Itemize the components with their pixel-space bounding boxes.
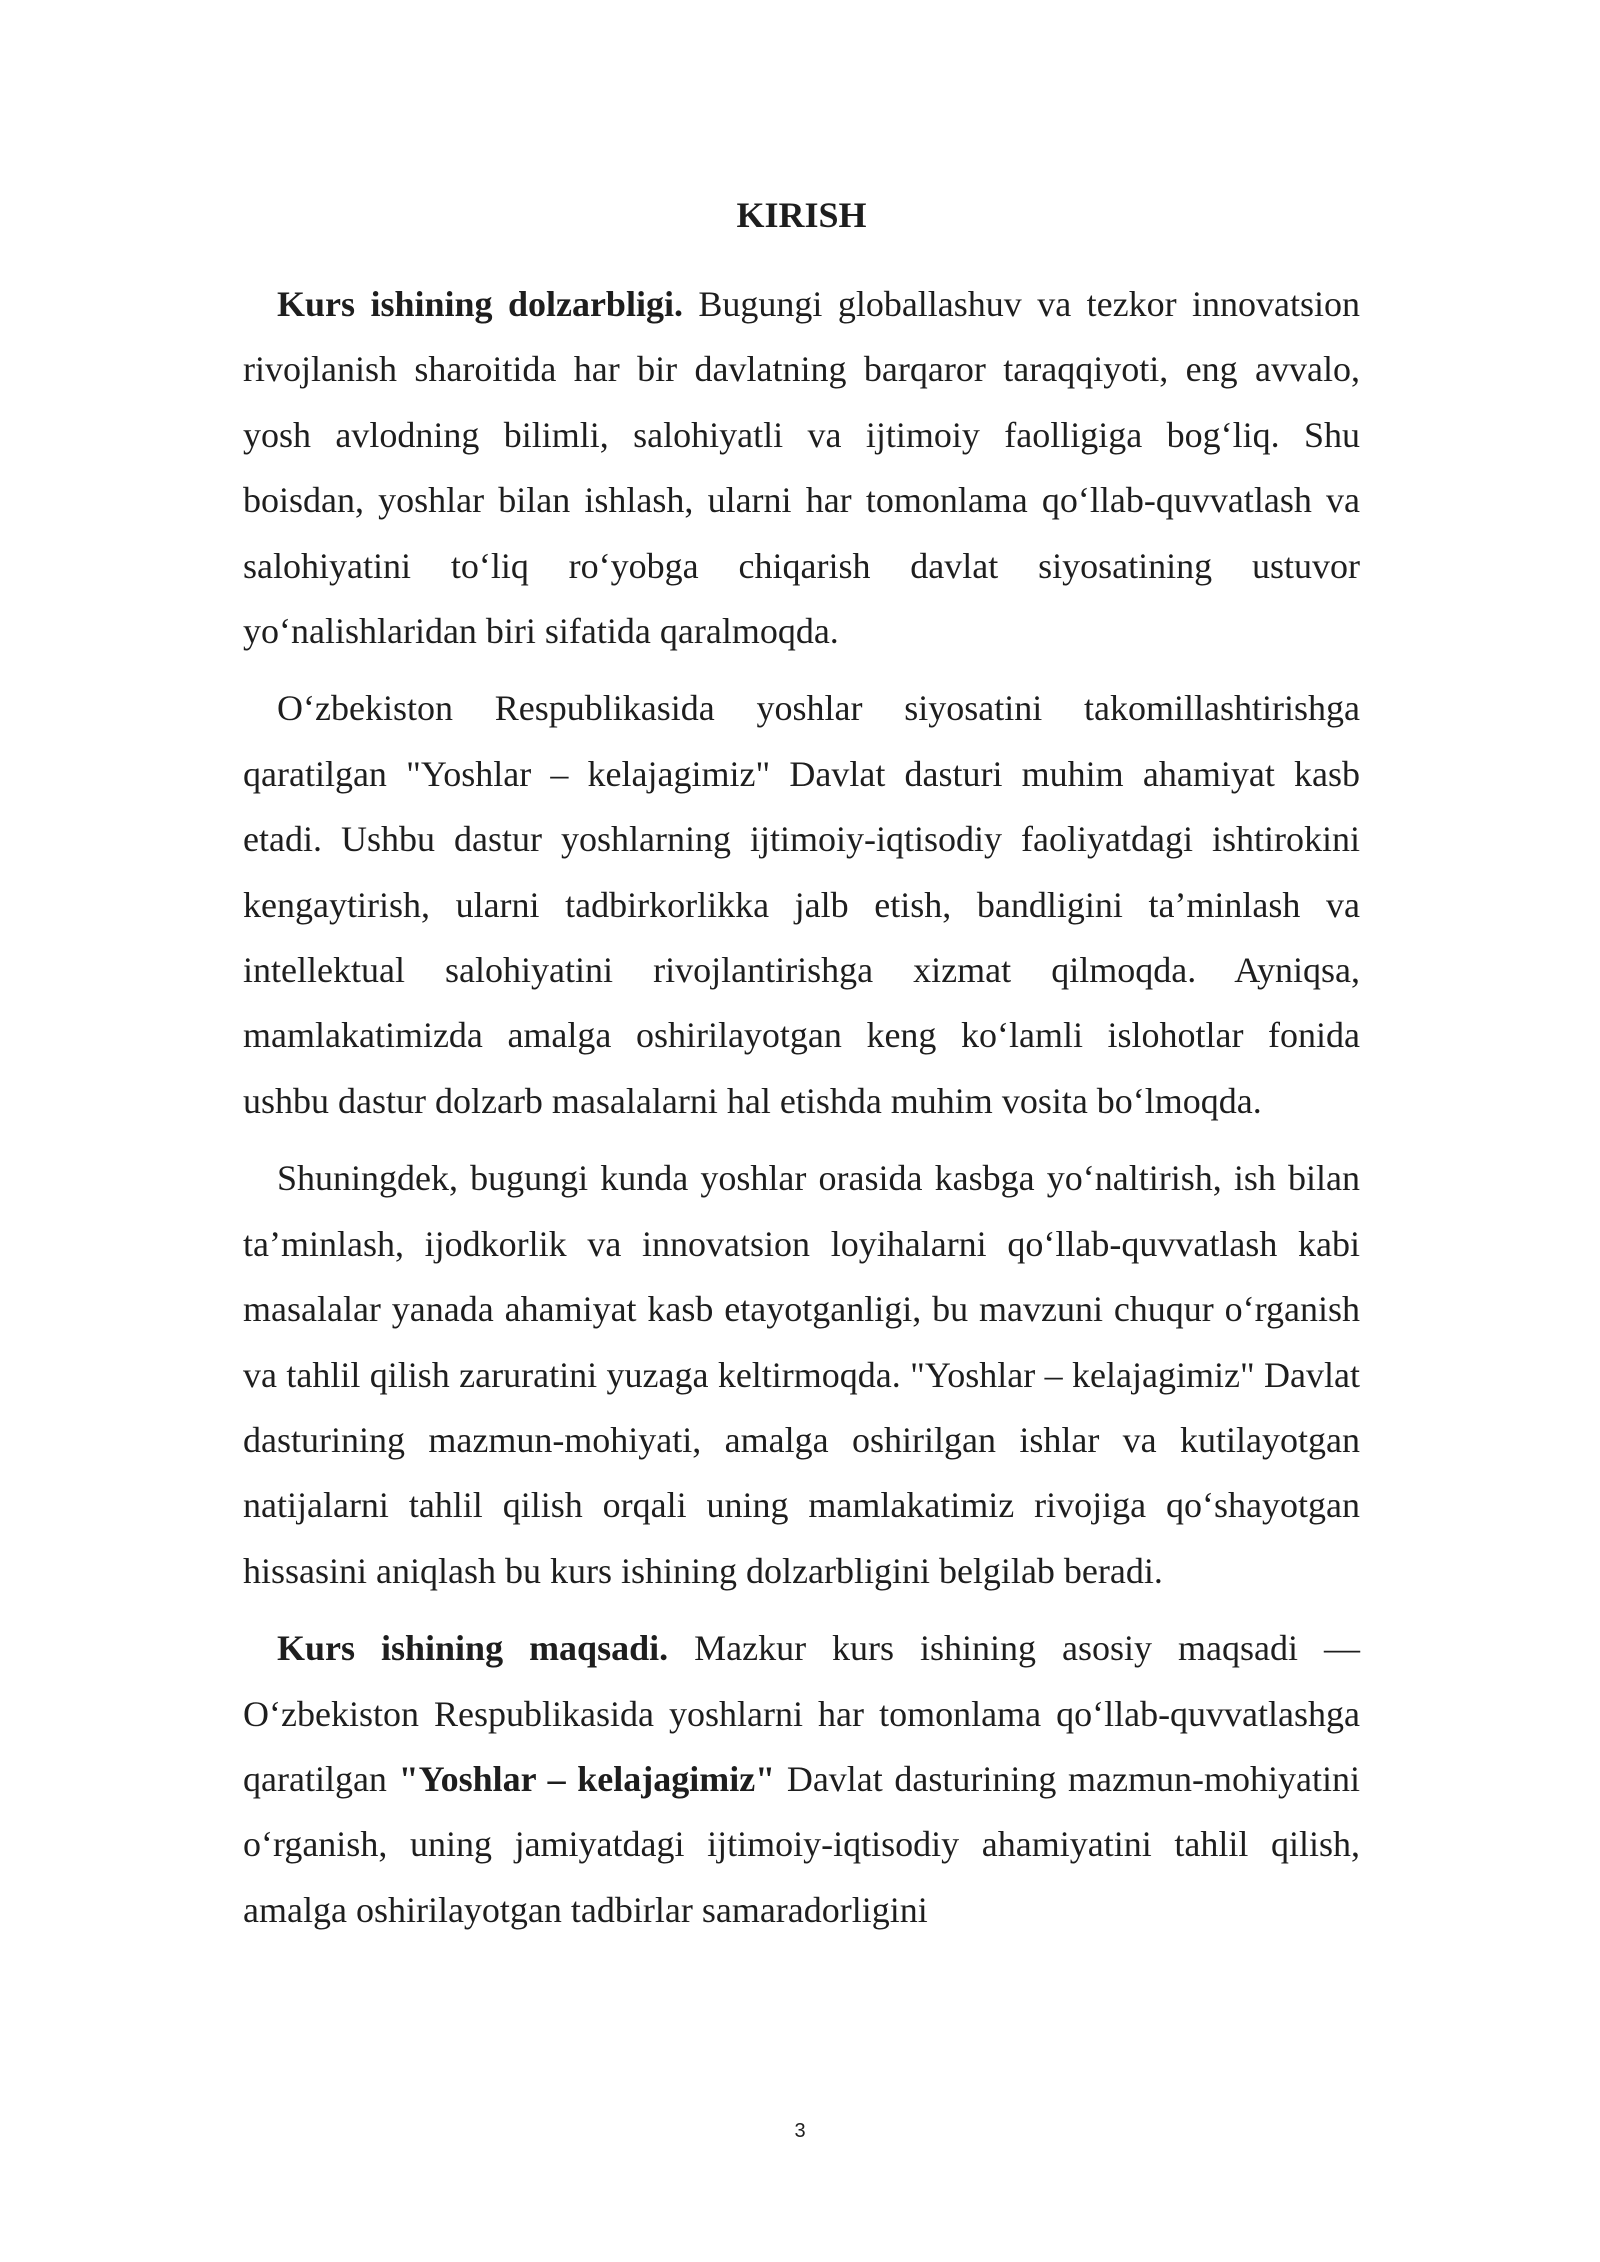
paragraph-program xyxy=(243,676,1360,1134)
paragraph-goal xyxy=(243,1616,1360,1943)
section-heading: KIRISH xyxy=(736,195,867,235)
document-page xyxy=(243,195,1360,1955)
goal-program-name: "Yoshlar – kelajagimiz" xyxy=(398,1758,776,1799)
goal-text-before: Mazkur kurs ishining asosiy maqsadi — O‘zbekiston Respublikasida yoshlarni har tomonlama qo‘llab-quvvatlashga qaratilgan xyxy=(243,1628,1360,1799)
analysis-text: Shuningdek, bugungi kunda yoshlar orasida kasbga yo‘naltirish, ish bilan ta’minlash, ijodkorlik va innovatsion loyihalarni qo‘llab-quvvatlash kabi masalalar yanada ahamiyat kasb etayotganligi, bu mavzuni chuqur o‘rganish va tahlil qilish zaruratini yuzaga keltirmoqda. "Yoshlar – kelajagimiz" Davlat dasturining mazmun-mohiyati, amalga oshirilgan ishlar va kutilayotgan natijalarni tahlil qilish orqali uning mamlakatimiz rivojiga qo‘shayotgan hissasini aniqlash bu kurs ishining dolzarbligini belgilab beradi. xyxy=(243,1158,1360,1591)
goal-text-after: Davlat dasturining mazmun-mohiyatini o‘rganish, uning jamiyatdagi ijtimoiy-iqtisodiy ahamiyatini tahlil qilish, amalga oshirilayotgan tadbirlar samaradorligini xyxy=(243,1758,1360,1930)
goal-lead: Kurs ishining maqsadi. xyxy=(277,1628,669,1669)
relevance-text: Bugungi globallashuv va tezkor innovatsion rivojlanish sharoitida har bir davlatning barqaror taraqqiyoti, eng avvalo, yosh avlodning bilimli, salohiyatli va ijtimoiy faolligiga bog‘liq. Shu boisdan, yoshlar bilan ishlash, ularni har tomonlama qo‘llab-quvvatlash va salohiyatini to‘liq ro‘yobga chiqarish davlat siyosatining ustuvor yo‘nalishlaridan biri sifatida qaralmoqda. xyxy=(243,284,1360,652)
program-text: O‘zbekiston Respublikasida yoshlar siyosatini takomillashtirishga qaratilgan "Yoshlar – kelajagimiz" Davlat dasturi muhim ahamiyat kasb etadi. Ushbu dastur yoshlarning ijtimoiy-iqtisodiy faoliyatdagi ishtirokini kengaytirish, ularni tadbirkorlikka jalb etish, bandligini ta’minlash va intellektual salohiyatini rivojlantirishga xizmat qilmoqda. Ayniqsa, mamlakatimizda amalga oshirilayotgan keng ko‘lamli islohotlar fonida ushbu dastur dolzarb masalalarni hal etishda muhim vosita bo‘lmoqda. xyxy=(243,688,1360,1121)
relevance-lead: Kurs ishining dolzarbligi. xyxy=(277,284,683,324)
paragraph-analysis xyxy=(243,1146,1360,1604)
paragraph-relevance xyxy=(243,272,1360,664)
page-number: 3 xyxy=(794,2120,806,2142)
